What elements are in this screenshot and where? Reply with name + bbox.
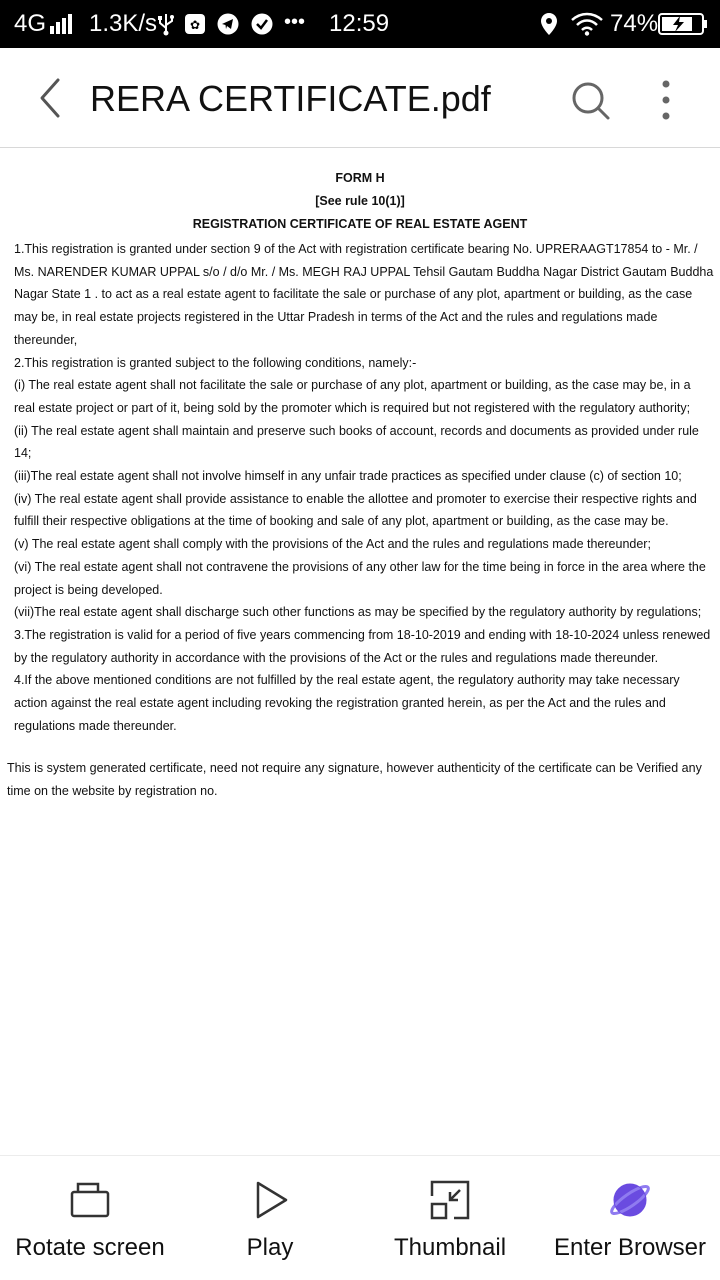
telegram-icon [217, 13, 239, 35]
paragraph: (i) The real estate agent shall not facilitate the sale or purchase of any plot, apartment or building, as the case may be, in a real estate project or part of it, being sold by the promoter which is required but not registered with the regulatory authority; [14, 378, 691, 415]
network-type: 4G [14, 10, 47, 37]
clock: 12:59 [329, 10, 390, 37]
app-bar [0, 48, 720, 148]
document-title: RERA CERTIFICATE.pdf [90, 78, 491, 119]
paragraph: 3.The registration is valid for a period of five years commencing from 18-10-2019 and ending with 18-10-2024 unless renewed by the regulatory authority in accordance with the provisions of the Act or the rules and regulations made thereunder. [14, 627, 711, 665]
paragraph: (vi) The real estate agent shall not contravene the provisions of any other law for the time being in force in the area where the project is being developed. [14, 559, 706, 597]
paragraph: (v) The real estate agent shall comply with the provisions of the Act and the rules and regulations made thereunder; [14, 537, 651, 552]
search-icon[interactable] [566, 76, 614, 124]
signal-icon [50, 14, 72, 34]
bottom-toolbar [0, 1155, 720, 1280]
location-icon [540, 12, 558, 36]
paragraph: 2.This registration is granted subject to the following conditions, namely:- [14, 355, 417, 370]
usb-icon [157, 12, 175, 36]
pdf-page[interactable] [0, 149, 720, 1155]
enter-browser-label: Enter Browser [553, 1234, 707, 1261]
battery-percentage: 74% [610, 10, 659, 37]
paragraph: (vii)The real estate agent shall discharge such other functions as may be specified by the regulatory authority by regulations; [14, 605, 702, 620]
system-generated-note: This is system generated certificate, need not require any signature, however authenticity of the certificate can be Verified any time on the website by registration no. [7, 761, 702, 798]
status-bar [0, 0, 720, 48]
check-circle-icon [251, 13, 273, 35]
rotate-screen-label: Rotate screen [15, 1234, 165, 1261]
rotate-screen-icon [68, 1178, 112, 1222]
paragraph: (iii)The real estate agent shall not involve himself in any unfair trade practices as specified under clause (c) of section 10; [14, 469, 682, 484]
browser-planet-icon [608, 1178, 652, 1222]
thumbnail-button[interactable] [360, 1156, 540, 1280]
certificate-heading: REGISTRATION CERTIFICATE OF REAL ESTATE AGENT [192, 217, 528, 231]
thumbnail-label: Thumbnail [393, 1234, 507, 1261]
paragraph: 4.If the above mentioned conditions are not fulfilled by the real estate agent, the regulatory authority may take necessary action against the real estate agent including revoking the registration granted herein, as per the Act and the rules and regulations made thereunder. [14, 673, 680, 733]
certificate-body [14, 238, 714, 737]
more-vertical-icon[interactable] [650, 76, 682, 124]
more-notifications: ••• [284, 11, 306, 33]
wifi-icon [570, 12, 604, 36]
enter-browser-button[interactable] [540, 1156, 720, 1280]
play-icon [248, 1178, 292, 1222]
app-notification-icon [184, 13, 206, 35]
thumbnail-icon [428, 1178, 472, 1222]
battery-charging-icon [658, 13, 708, 35]
form-title: FORM H [335, 171, 385, 185]
back-arrow-icon[interactable] [28, 76, 72, 120]
play-label: Play [246, 1234, 294, 1261]
paragraph: (iv) The real estate agent shall provide assistance to enable the allottee and promoter to exercise their respective rights and fulfill their respective obligations at the time of booking and sale of any plot, apartment or building, as the case may be. [14, 491, 697, 529]
paragraph: 1.This registration is granted under section 9 of the Act with registration certificate bearing No. UPRERAAGT17854 to - Mr. / Ms. NARENDER KUMAR UPPAL s/o / d/o Mr. / Ms. MEGH RAJ UPPAL Tehsil Gautam Buddha Nagar District Gautam Buddha Nagar State 1 . to act as a real estate agent to facilitate the sale or purchase of any plot, apartment or building, as the case may be, in real estate projects registered in the Uttar Pradesh in terms of the Act and the rules and regulations made thereunder, [14, 242, 714, 347]
svg-text:✿: ✿ [189, 18, 201, 32]
network-speed: 1.3K/s [89, 10, 158, 37]
rule-reference: [See rule 10(1)] [315, 194, 405, 208]
play-button[interactable] [180, 1156, 360, 1280]
paragraph: (ii) The real estate agent shall maintain and preserve such books of account, records and documents as provided under rule 14; [14, 423, 699, 461]
rotate-screen-button[interactable] [0, 1156, 180, 1280]
